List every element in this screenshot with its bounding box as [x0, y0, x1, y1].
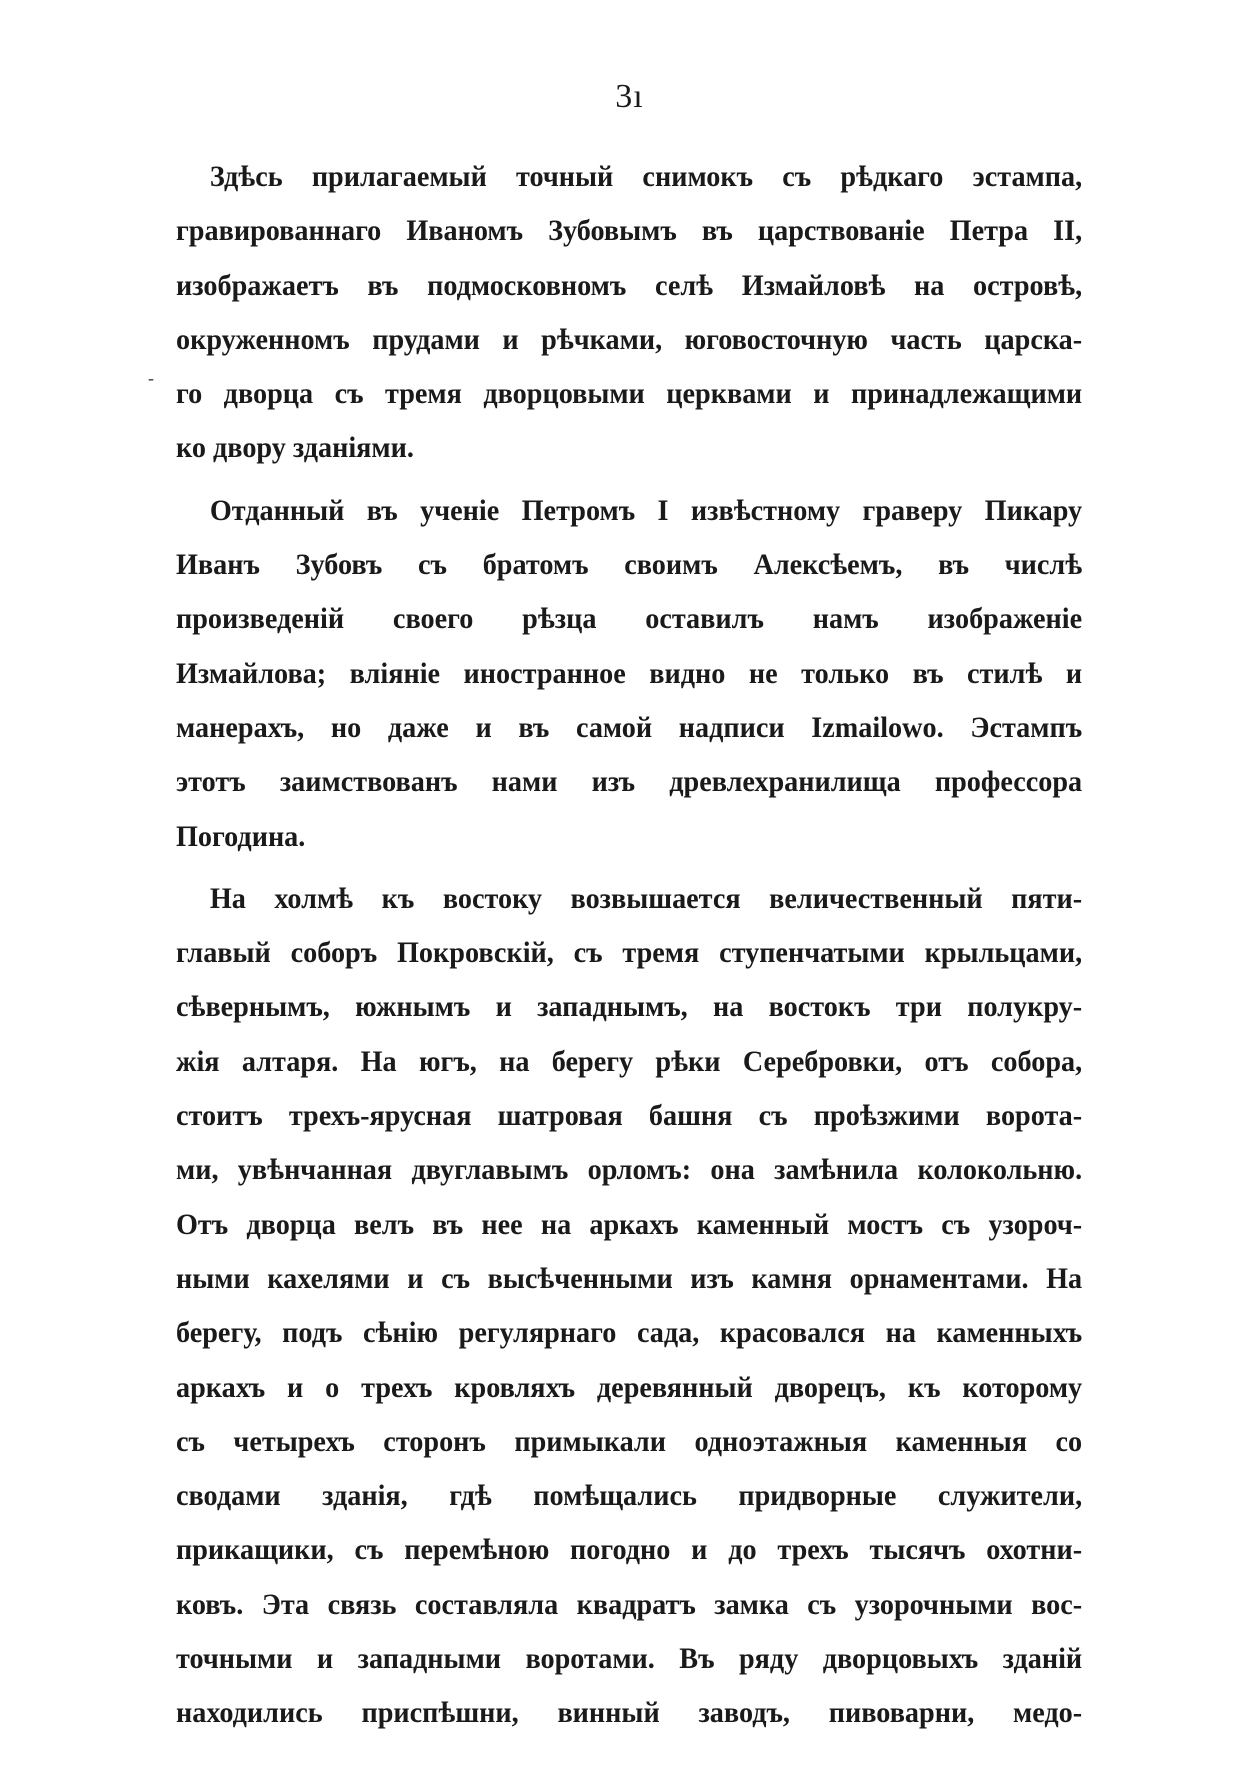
text-line: берегу, подъ сѣнію регулярнаго сада, красовался на каменныхъ	[176, 1316, 1083, 1350]
text-line: На холмѣ къ востоку возвышается величественный пяти-	[209, 881, 1083, 915]
text-line: ко двору зданіями.	[176, 431, 414, 465]
text-line: стоитъ трехъ-ярусная шатровая башня съ проѣзжими ворота-	[176, 1099, 1083, 1133]
text-line: окруженномъ прудами и рѣчками, юговосточную часть царска-	[176, 322, 1083, 356]
text-line: Здѣсь прилагаемый точный снимокъ съ рѣдкаго эстампа,	[209, 160, 1083, 193]
text-line: ными кахелями и съ высѣченными изъ камня орнаментами. На	[176, 1261, 1083, 1295]
paragraph-1	[176, 150, 1082, 476]
text-line: Отданный въ ученіе Петромъ I извѣстному граверу Пикару	[209, 493, 1083, 527]
text-line: сѣвернымъ, южнымъ и западнымъ, на востокъ три полукру-	[176, 990, 1083, 1024]
text-line: главый соборъ Покровскій, съ тремя ступенчатыми крыльцами,	[176, 936, 1083, 970]
text-line: манерахъ, но даже и въ самой надписи Izmailowo. Эстампъ	[176, 710, 1083, 744]
page-number: 3ı	[615, 78, 644, 115]
body-text	[176, 150, 1082, 1741]
text-line: го дворца съ тремя дворцовыми церквами и принадлежащими	[176, 377, 1083, 411]
paragraph-3	[176, 872, 1082, 1741]
text-line: гравированнаго Иваномъ Зубовымъ въ царствованіе Петра II,	[176, 214, 1083, 248]
text-line: изображаетъ въ подмосковномъ селѣ Измайловѣ на островѣ,	[176, 268, 1083, 302]
text-line: Иванъ Зубовъ съ братомъ своимъ Алексѣемъ, въ числѣ	[176, 548, 1083, 582]
text-line: сводами зданія, гдѣ помѣщались придворные служители,	[176, 1479, 1083, 1513]
text-line: произведеній своего рѣзца оставилъ намъ изображеніе	[176, 602, 1083, 636]
text-line: Погодина.	[176, 819, 306, 853]
margin-mark: ‐	[148, 368, 154, 388]
text-line: ми, увѣнчанная двуглавымъ орломъ: она замѣнила колокольню.	[176, 1153, 1083, 1187]
text-line: прикащики, съ перемѣною погодно и до трехъ тысячъ охотни-	[176, 1533, 1083, 1567]
text-line: Измайлова; вліяніе иностранное видно не только въ стилѣ и	[176, 656, 1083, 690]
text-line: аркахъ и о трехъ кровляхъ деревянный дворецъ, къ которому	[176, 1370, 1083, 1404]
text-line: жія алтаря. На югъ, на берегу рѣки Серебровки, отъ собора,	[176, 1044, 1083, 1078]
paragraph-2	[176, 484, 1082, 864]
text-line: съ четырехъ сторонъ примыкали одноэтажныя каменныя со	[176, 1424, 1083, 1458]
text-line: точными и западными воротами. Въ ряду дворцовыхъ зданій	[176, 1642, 1083, 1676]
text-line: ковъ. Эта связь составляла квадратъ замка съ узорочными вос-	[176, 1587, 1083, 1621]
text-line: этотъ заимствованъ нами изъ древлехранилища профессора	[176, 765, 1083, 799]
text-line: находились приспѣшни, винный заводъ, пивоварни, медо-	[176, 1696, 1083, 1730]
text-line: Отъ дворца велъ въ нее на аркахъ каменный мостъ съ узороч-	[176, 1207, 1083, 1241]
